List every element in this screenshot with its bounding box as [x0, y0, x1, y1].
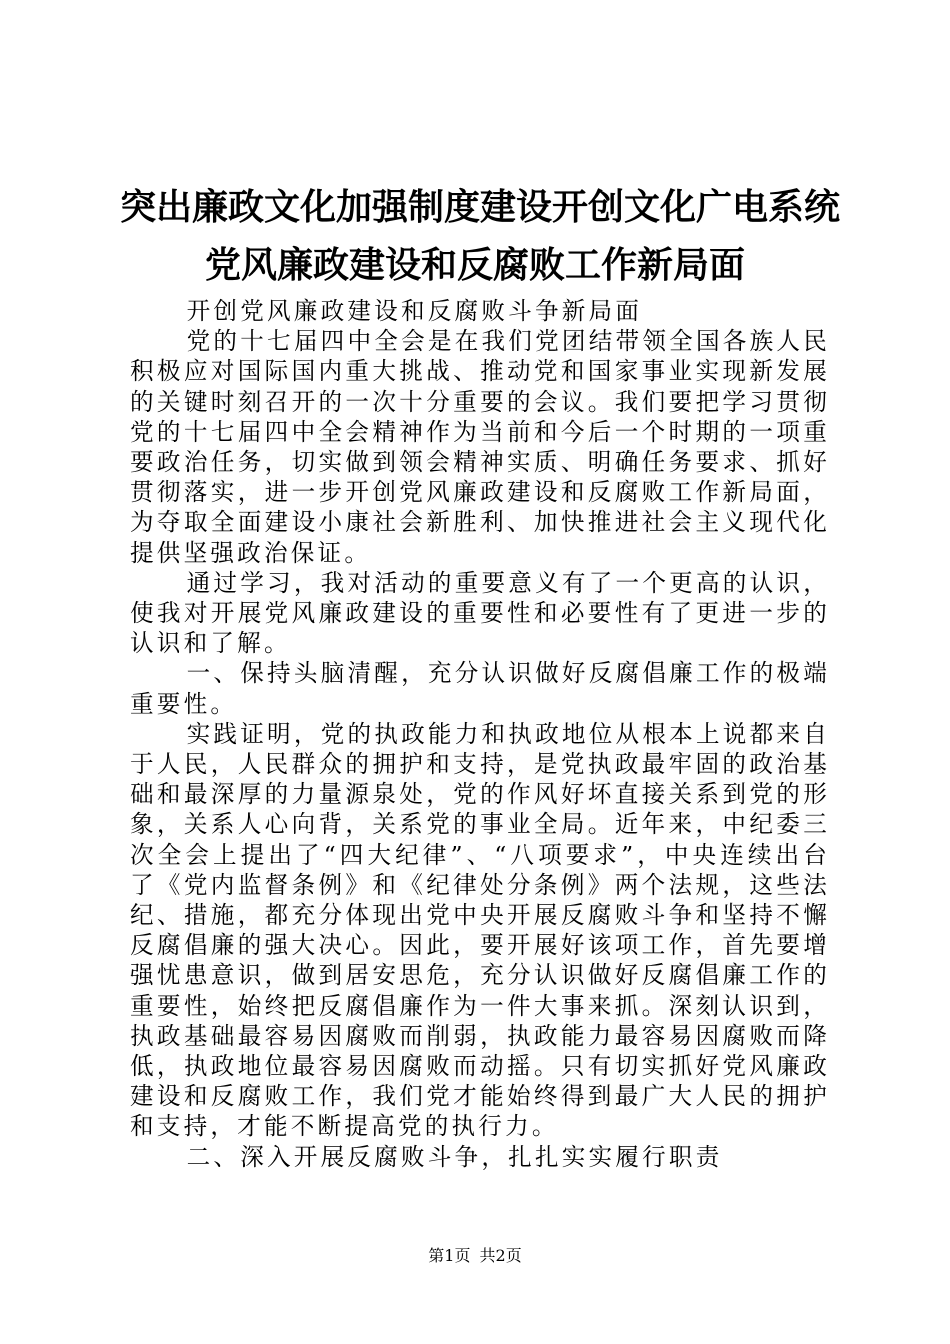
paragraph: 通过学习，我对活动的重要意义有了一个更高的认识，使我对开展党风廉政建设的重要性和必要性有了更进一步的认识和了解。	[130, 568, 830, 658]
document-title-line-2: 党风廉政建设和反腐败工作新局面	[204, 245, 745, 286]
document-title-line-1: 突出廉政文化加强制度建设开创文化广电系统	[120, 187, 841, 228]
paragraph: 党的十七届四中全会是在我们党团结带领全国各族人民积极应对国际国内重大挑战、推动党和国家事业实现新发展的关键时刻召开的一次十分重要的会议。我们要把学习贯彻党的十七届四中全会精神作为当前和今后一个时期的一项重要政治任务，切实做到领会精神实质、明确任务要求、抓好贯彻落实，进一步开创党风廉政建设和反腐败工作新局面，为夺取全面建设小康社会新胜利、加快推进社会主义现代化提供坚强政治保证。	[130, 327, 830, 567]
page-total: 共2页	[479, 1246, 522, 1265]
page-number: 第1页	[428, 1246, 471, 1265]
section-heading: 一、保持头脑清醒，充分认识做好反腐倡廉工作的极端重要性。	[130, 659, 830, 718]
paragraph-subtitle: 开创党风廉政建设和反腐败斗争新局面	[186, 297, 643, 325]
document-body	[130, 296, 830, 1172]
section-heading: 二、深入开展反腐败斗争，扎扎实实履行职责	[186, 1142, 723, 1171]
page-footer	[0, 1246, 950, 1266]
paragraph: 实践证明，党的执政能力和执政地位从根本上说都来自于人民，人民群众的拥护和支持，是党执政最牢固的政治基础和最深厚的力量源泉处，党的作风好坏直接关系到党的形象，关系人心向背，关系党的事业全局。近年来，中纪委三次全会上提出了“四大纪律”、“八项要求”，中央连续出台了《党内监督条例》和《纪律处分条例》两个法规，这些法纪、措施，都充分体现出党中央开展反腐败斗争和坚持不懈反腐倡廉的强大决心。因此，要开展好该项工作，首先要增强忧患意识，做到居安思危，充分认识做好反腐倡廉工作的重要性，始终把反腐倡廉作为一件大事来抓。深刻认识到，执政基础最容易因腐败而削弱，执政能力最容易因腐败而降低，执政地位最容易因腐败而动摇。只有切实抓好党风廉政建设和反腐败工作，我们党才能始终得到最广大人民的拥护和支持，才能不断提高党的执行力。	[130, 719, 830, 1141]
